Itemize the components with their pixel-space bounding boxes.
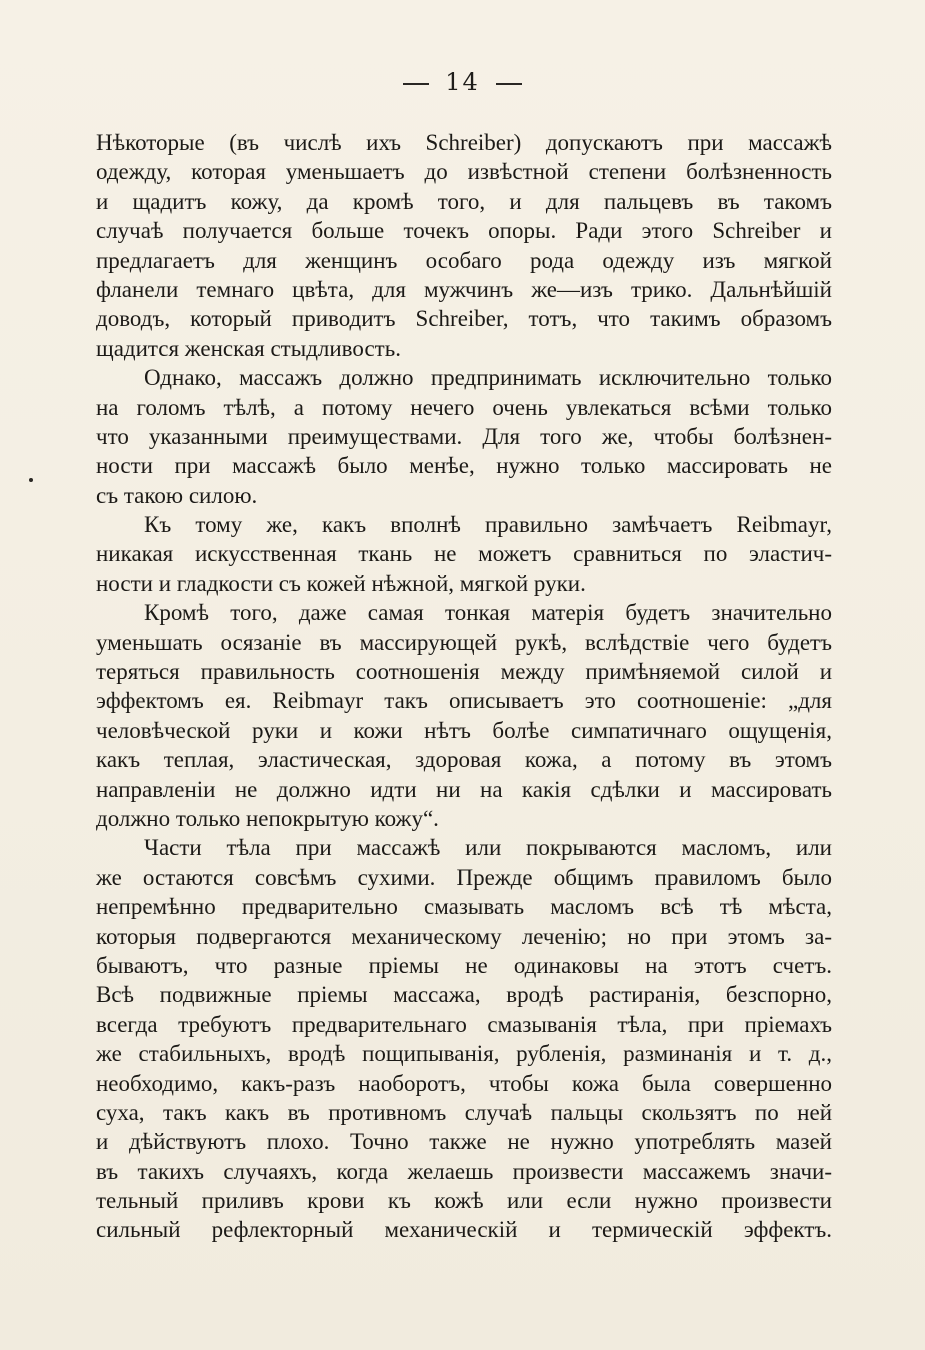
right-dash — [496, 83, 522, 85]
text-line: и щадитъ кожу, да кромѣ того, и для пальцевъ въ такомъ — [96, 188, 832, 214]
text-line: всегда требуютъ предварительнаго смазыванія тѣла, при пріемахъ — [96, 1011, 832, 1037]
text-line: случаѣ получается больше точекъ опоры. Ради этого Schreiber и — [96, 218, 832, 244]
text-line: же остаются совсѣмъ сухими. Прежде общимъ правиломъ было — [96, 864, 832, 890]
page-number-value: 14 — [445, 68, 480, 96]
page-number — [0, 68, 925, 96]
text-line: Части тѣла при массажѣ или покрываются масломъ, или — [144, 835, 832, 861]
text-line: доводъ, который приводитъ Schreiber, тотъ, что такимъ образомъ — [96, 306, 832, 332]
text-line: фланели темнаго цвѣта, для мужчинъ же—изъ трико. Дальнѣйшій — [96, 276, 832, 302]
text-line: въ такихъ случаяхъ, когда желаешь произвести массажемъ значи- — [96, 1158, 832, 1184]
left-dash — [403, 83, 429, 85]
text-line: и дѣйствуютъ плохо. Точно также не нужно употреблять мазей — [96, 1129, 832, 1155]
text-line: Однако, массажъ должно предпринимать исключительно только — [144, 365, 832, 391]
text-line: необходимо, какъ-разъ наоборотъ, чтобы кожа была совершенно — [96, 1070, 832, 1096]
text-line: какъ теплая, эластическая, здоровая кожа, а потому въ этомъ — [96, 747, 832, 773]
text-line: одежду, которая уменьшаетъ до извѣстной степени болѣзненность — [96, 159, 832, 185]
text-line: щадится женская стыдливость. — [96, 335, 401, 361]
text-line: никакая искусственная ткань не можетъ сравниться по эластич- — [96, 541, 832, 567]
text-line: же стабильныхъ, вродѣ пощипыванія, рубленія, разминанія и т. д., — [96, 1041, 832, 1067]
text-line: Кромѣ того, даже самая тонкая матерія будетъ значительно — [144, 600, 832, 626]
text-line: человѣческой руки и кожи нѣтъ болѣе симпатичнаго ощущенія, — [96, 717, 832, 743]
text-line: непремѣнно предварительно смазывать масломъ всѣ тѣ мѣста, — [96, 894, 832, 920]
text-line: тельный приливъ крови къ кожѣ или если нужно произвести — [96, 1188, 832, 1214]
text-line: уменьшать осязаніе въ массирующей рукѣ, вслѣдствіе чего будетъ — [96, 629, 832, 655]
paragraph — [96, 363, 832, 510]
text-line: Къ тому же, какъ вполнѣ правильно замѣчаетъ Reibmayr, — [144, 512, 832, 538]
text-line: Нѣкоторые (въ числѣ ихъ Schreiber) допускаютъ при массажѣ — [96, 130, 832, 155]
paragraph — [96, 598, 832, 833]
text-line: бываютъ, что разные пріемы не одинаковы на этотъ счетъ. — [96, 952, 832, 978]
text-line: теряться правильность соотношенія между примѣняемой силой и — [96, 659, 832, 685]
text-line: сильный рефлекторный механическій и термическій эффектъ. — [96, 1217, 832, 1243]
text-line: эффектомъ ея. Reibmayr такъ описываетъ это соотношеніе: „для — [96, 688, 832, 714]
text-line: ности при массажѣ было менѣе, нужно только массировать не — [96, 453, 832, 479]
paragraph — [96, 833, 832, 1244]
text-line: что указанными преимуществами. Для того же, чтобы болѣзнен- — [96, 423, 832, 449]
margin-speck — [29, 478, 33, 482]
text-line: на голомъ тѣлѣ, а потому нечего очень увлекаться всѣми только — [96, 394, 832, 420]
paragraph — [96, 128, 832, 363]
text-line: суха, такъ какъ въ противномъ случаѣ пальцы скользятъ по ней — [96, 1099, 832, 1125]
text-line: которыя подвергаются механическому леченію; но при этомъ за- — [96, 923, 832, 949]
paragraph — [96, 510, 832, 598]
text-line: Всѣ подвижные пріемы массажа, вродѣ растиранія, безспорно, — [96, 982, 832, 1008]
text-line: направленіи не должно идти ни на какія сдѣлки и массировать — [96, 776, 832, 802]
body-text — [96, 128, 832, 1245]
text-line: ности и гладкости съ кожей нѣжной, мягкой руки. — [96, 570, 586, 596]
text-line: предлагаетъ для женщинъ особаго рода одежду изъ мягкой — [96, 247, 832, 273]
text-line: съ такою силою. — [96, 482, 258, 508]
text-line: должно только непокрытую кожу“. — [96, 805, 439, 831]
